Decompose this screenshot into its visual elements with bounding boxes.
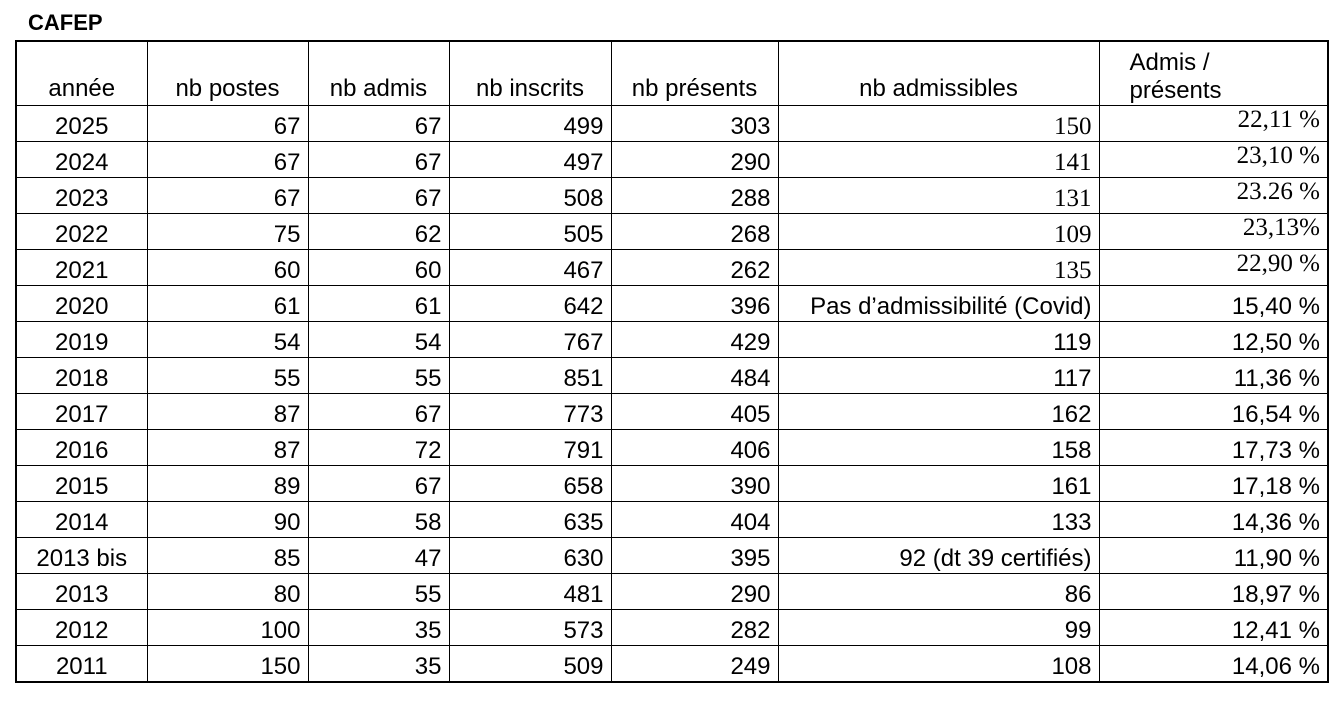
- cell-admis: 67: [308, 106, 449, 142]
- cell-inscrits: 505: [449, 214, 611, 250]
- cell-inscrits: 499: [449, 106, 611, 142]
- cell-presents: 396: [611, 286, 778, 322]
- table-row: [16, 574, 1328, 610]
- cell-admissibles: 158: [778, 430, 1099, 466]
- cell-annee: 2018: [16, 358, 147, 394]
- cell-presents: 404: [611, 502, 778, 538]
- column-header-postes: nb postes: [147, 41, 308, 106]
- cell-admissibles: 86: [778, 574, 1099, 610]
- cell-postes: 54: [147, 322, 308, 358]
- cell-ratio: 14,36 %: [1099, 502, 1328, 538]
- table-row: [16, 106, 1328, 142]
- cell-annee: 2013: [16, 574, 147, 610]
- table-row: [16, 250, 1328, 286]
- table-row: [16, 358, 1328, 394]
- cell-admis: 67: [308, 142, 449, 178]
- cell-annee: 2016: [16, 430, 147, 466]
- cell-postes: 100: [147, 610, 308, 646]
- table-row: [16, 394, 1328, 430]
- cell-ratio: 17,18 %: [1099, 466, 1328, 502]
- cell-postes: 87: [147, 394, 308, 430]
- cell-annee: 2011: [16, 646, 147, 683]
- table-row: [16, 286, 1328, 322]
- cell-annee: 2015: [16, 466, 147, 502]
- table-row: [16, 430, 1328, 466]
- cell-admis: 35: [308, 610, 449, 646]
- cell-admis: 55: [308, 574, 449, 610]
- cell-presents: 406: [611, 430, 778, 466]
- cell-ratio: 12,50 %: [1099, 322, 1328, 358]
- cell-inscrits: 630: [449, 538, 611, 574]
- cell-admis: 67: [308, 394, 449, 430]
- table-row: [16, 322, 1328, 358]
- cell-annee: 2020: [16, 286, 147, 322]
- cell-admissibles: 99: [778, 610, 1099, 646]
- cell-admis: 47: [308, 538, 449, 574]
- cell-ratio: 23.26 %: [1099, 178, 1328, 214]
- cell-presents: 395: [611, 538, 778, 574]
- cell-postes: 89: [147, 466, 308, 502]
- cell-presents: 390: [611, 466, 778, 502]
- cell-ratio: 11,36 %: [1099, 358, 1328, 394]
- cell-admis: 61: [308, 286, 449, 322]
- cell-admissibles: 150: [778, 106, 1099, 142]
- cell-inscrits: 767: [449, 322, 611, 358]
- cell-presents: 290: [611, 142, 778, 178]
- cell-presents: 429: [611, 322, 778, 358]
- cell-ratio: 11,90 %: [1099, 538, 1328, 574]
- cell-admissibles: 119: [778, 322, 1099, 358]
- cell-presents: 303: [611, 106, 778, 142]
- cell-ratio: 16,54 %: [1099, 394, 1328, 430]
- cell-ratio: 23,10 %: [1099, 142, 1328, 178]
- cell-admis: 54: [308, 322, 449, 358]
- table-row: [16, 142, 1328, 178]
- column-header-ratio: [1099, 41, 1328, 106]
- cell-ratio: 17,73 %: [1099, 430, 1328, 466]
- cell-ratio: 14,06 %: [1099, 646, 1328, 683]
- cell-annee: 2019: [16, 322, 147, 358]
- results-table: [15, 40, 1329, 683]
- column-header-admissibles: nb admissibles: [778, 41, 1099, 106]
- cell-presents: 262: [611, 250, 778, 286]
- cell-admis: 62: [308, 214, 449, 250]
- cell-admissibles: 131: [778, 178, 1099, 214]
- cell-ratio: 15,40 %: [1099, 286, 1328, 322]
- cell-postes: 90: [147, 502, 308, 538]
- cell-inscrits: 635: [449, 502, 611, 538]
- table-row: [16, 538, 1328, 574]
- cell-annee: 2024: [16, 142, 147, 178]
- cell-postes: 61: [147, 286, 308, 322]
- cell-admissibles: 133: [778, 502, 1099, 538]
- column-header-ratio-text: Admis / présents: [1129, 49, 1222, 104]
- cell-admis: 67: [308, 466, 449, 502]
- column-header-inscrits: nb inscrits: [449, 41, 611, 106]
- cell-ratio: 22,11 %: [1099, 106, 1328, 142]
- cell-inscrits: 509: [449, 646, 611, 683]
- cell-admis: 58: [308, 502, 449, 538]
- cell-postes: 67: [147, 142, 308, 178]
- cell-presents: 405: [611, 394, 778, 430]
- column-header-presents: nb présents: [611, 41, 778, 106]
- table-row: [16, 646, 1328, 683]
- cell-postes: 60: [147, 250, 308, 286]
- cell-annee: 2022: [16, 214, 147, 250]
- cell-admis: 55: [308, 358, 449, 394]
- cell-admissibles: Pas d’admissibilité (Covid): [778, 286, 1099, 322]
- cell-postes: 87: [147, 430, 308, 466]
- table-row: [16, 610, 1328, 646]
- cell-annee: 2014: [16, 502, 147, 538]
- cell-inscrits: 851: [449, 358, 611, 394]
- cell-admissibles: 117: [778, 358, 1099, 394]
- cell-admissibles: 92 (dt 39 certifiés): [778, 538, 1099, 574]
- cell-inscrits: 508: [449, 178, 611, 214]
- cell-admis: 67: [308, 178, 449, 214]
- column-header-admis: nb admis: [308, 41, 449, 106]
- cell-admis: 35: [308, 646, 449, 683]
- column-header-annee: année: [16, 41, 147, 106]
- cell-inscrits: 467: [449, 250, 611, 286]
- cell-postes: 80: [147, 574, 308, 610]
- cell-admissibles: 141: [778, 142, 1099, 178]
- cell-annee: 2025: [16, 106, 147, 142]
- cell-ratio: 12,41 %: [1099, 610, 1328, 646]
- cell-inscrits: 791: [449, 430, 611, 466]
- cell-presents: 268: [611, 214, 778, 250]
- cell-admis: 60: [308, 250, 449, 286]
- cell-admissibles: 162: [778, 394, 1099, 430]
- cell-ratio: 23,13%: [1099, 214, 1328, 250]
- cell-inscrits: 642: [449, 286, 611, 322]
- cell-presents: 484: [611, 358, 778, 394]
- cell-ratio: 22,90 %: [1099, 250, 1328, 286]
- cell-inscrits: 573: [449, 610, 611, 646]
- cell-ratio: 18,97 %: [1099, 574, 1328, 610]
- cell-admis: 72: [308, 430, 449, 466]
- page-title: CAFEP: [28, 10, 103, 35]
- table-row: [16, 466, 1328, 502]
- cell-admissibles: 108: [778, 646, 1099, 683]
- cell-annee: 2023: [16, 178, 147, 214]
- cell-annee: 2021: [16, 250, 147, 286]
- header-row: [16, 41, 1328, 106]
- table-row: [16, 502, 1328, 538]
- cell-presents: 249: [611, 646, 778, 683]
- cell-presents: 282: [611, 610, 778, 646]
- cell-inscrits: 773: [449, 394, 611, 430]
- cell-postes: 85: [147, 538, 308, 574]
- cell-inscrits: 497: [449, 142, 611, 178]
- cell-postes: 67: [147, 106, 308, 142]
- cell-annee: 2012: [16, 610, 147, 646]
- cell-postes: 67: [147, 178, 308, 214]
- cell-annee: 2013 bis: [16, 538, 147, 574]
- table-row: [16, 214, 1328, 250]
- cell-presents: 288: [611, 178, 778, 214]
- cell-annee: 2017: [16, 394, 147, 430]
- cell-postes: 150: [147, 646, 308, 683]
- cell-postes: 75: [147, 214, 308, 250]
- cell-inscrits: 658: [449, 466, 611, 502]
- cell-postes: 55: [147, 358, 308, 394]
- cell-inscrits: 481: [449, 574, 611, 610]
- cell-admissibles: 109: [778, 214, 1099, 250]
- cell-admissibles: 161: [778, 466, 1099, 502]
- table-row: [16, 178, 1328, 214]
- cell-admissibles: 135: [778, 250, 1099, 286]
- cell-presents: 290: [611, 574, 778, 610]
